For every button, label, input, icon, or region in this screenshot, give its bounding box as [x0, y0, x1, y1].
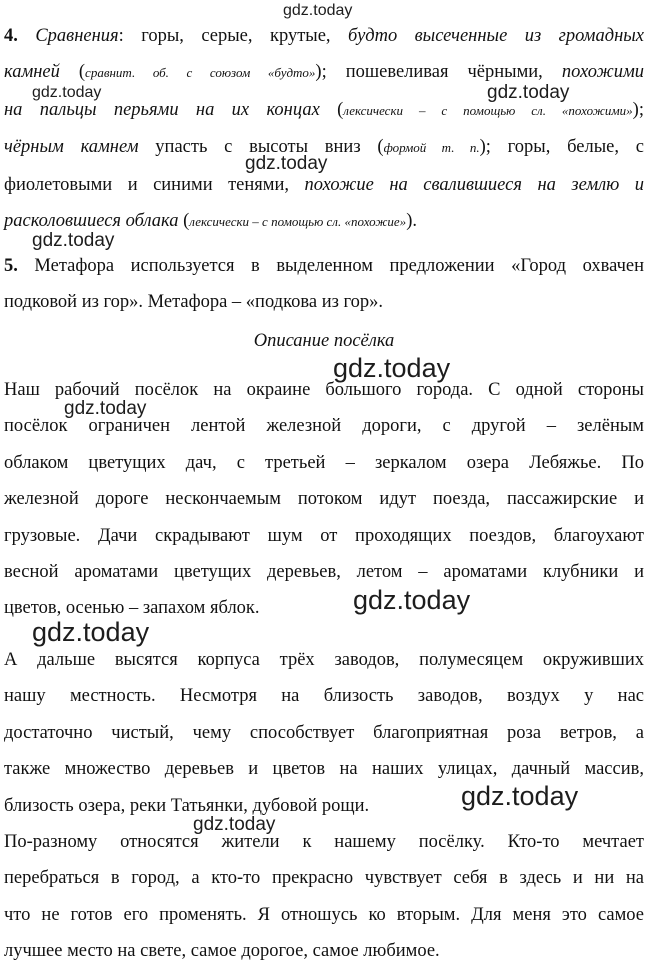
text: : горы, серые, крутые, [118, 26, 349, 46]
text: ); пошевеливая чёрными, [315, 62, 562, 83]
text: ( [59, 62, 86, 83]
paragraph-line: грузовые. Дачи скрадывают шум от проходящих поездов, благоухают [4, 525, 644, 546]
paragraph-line: По-разному относятся жители к нашему посёлку. Кто-то мечтает [4, 832, 644, 852]
paragraph-line: цветов, осенью – запахом яблок. [4, 598, 260, 619]
quote: похожие на свалившиеся на землю и [304, 174, 644, 195]
note: сравнит. об. с союзом «будто» [85, 65, 316, 81]
note: лексически – с помощью сл. «похожими» [343, 102, 633, 118]
paragraph-line: достаточно чистый, чему способствует благоприятная роза ветров, а [4, 722, 644, 743]
essay-paragraph-3 [4, 824, 644, 970]
text: упасть с высоты вниз ( [138, 137, 384, 158]
text: ( [319, 99, 344, 120]
answer-4-line-1 [4, 18, 644, 54]
paragraph-line: лучшее место на свете, самое дорогое, самое любимое. [4, 941, 440, 962]
quote: будто высеченные из громадных [348, 26, 644, 46]
answer-4 [4, 18, 644, 240]
watermark: gdz.today [333, 353, 451, 383]
note: формой т. п. [383, 140, 480, 156]
quote: на пальцы перьями на их концах [4, 99, 320, 120]
watermark: gdz.today [461, 781, 579, 811]
paragraph-line: облаком цветущих дач, с третьей – зеркалом озера Лебяжье. По [4, 452, 644, 473]
quote: похожими [561, 62, 644, 83]
quote: чёрным камнем [4, 137, 139, 158]
watermark: gdz.today [32, 84, 102, 101]
paragraph-line: также множество деревьев и цветов на наших улицах, дачный массив, [4, 759, 644, 780]
answer-4-number: 4. [4, 26, 18, 46]
watermark: gdz.today [64, 398, 147, 419]
answer-5-number: 5. [4, 256, 18, 276]
quote: расколовшиеся облака [4, 211, 179, 232]
quote: камней [4, 62, 60, 83]
text: Метафора используется в выделенном предложении «Город охвачен [17, 256, 644, 276]
paragraph-line: посёлок ограничен лентой железной дороги, с другой – зелёным [4, 416, 644, 437]
watermark: gdz.today [353, 585, 471, 615]
text: фиолетовыми и синими тенями, [4, 174, 305, 195]
paragraph-line: перебраться в город, а кто-то прекрасно чувствует себя в здесь и ни на [4, 868, 644, 889]
paragraph-line: железной дороге нескончаемым потоком идут поезда, пассажирские и [4, 489, 644, 510]
paragraph-line: весной ароматами цветущих деревьев, летом – ароматами клубники и [4, 562, 644, 583]
watermark: gdz.today [32, 617, 150, 647]
watermark: gdz.today [283, 2, 353, 19]
watermark: gdz.today [487, 82, 570, 103]
essay-title: Описание посёлка [253, 331, 395, 351]
answer-5-line-2: подковой из гор». Метафора – «подкова из гор». [4, 292, 384, 313]
watermark: gdz.today [193, 814, 276, 835]
note: лексически – с помощью сл. «похожие» [189, 214, 407, 230]
paragraph-line: нашу местность. Несмотря на близость заводов, воздух у нас [4, 686, 644, 707]
answer-5-line-1 [4, 248, 644, 284]
text: ). [406, 211, 417, 232]
paragraph-line: А дальше высятся корпуса трёх заводов, полумесяцем окруживших [4, 650, 644, 670]
watermark: gdz.today [32, 230, 115, 251]
paragraph-line: Наш рабочий посёлок на окраине большого города. С одной стороны [4, 380, 644, 400]
answer-5 [4, 248, 644, 321]
paragraph-line: близость озера, реки Татьянки, дубовой рощи. [4, 795, 370, 816]
watermark: gdz.today [245, 153, 328, 174]
term-comparisons: Сравнения [35, 26, 119, 46]
paragraph-line: что не готов его променять. Я отношусь ко вторым. Для меня это самое [4, 904, 644, 925]
text: ); [632, 99, 644, 120]
text: ); горы, белые, с [479, 137, 644, 158]
text: ( [178, 211, 190, 232]
